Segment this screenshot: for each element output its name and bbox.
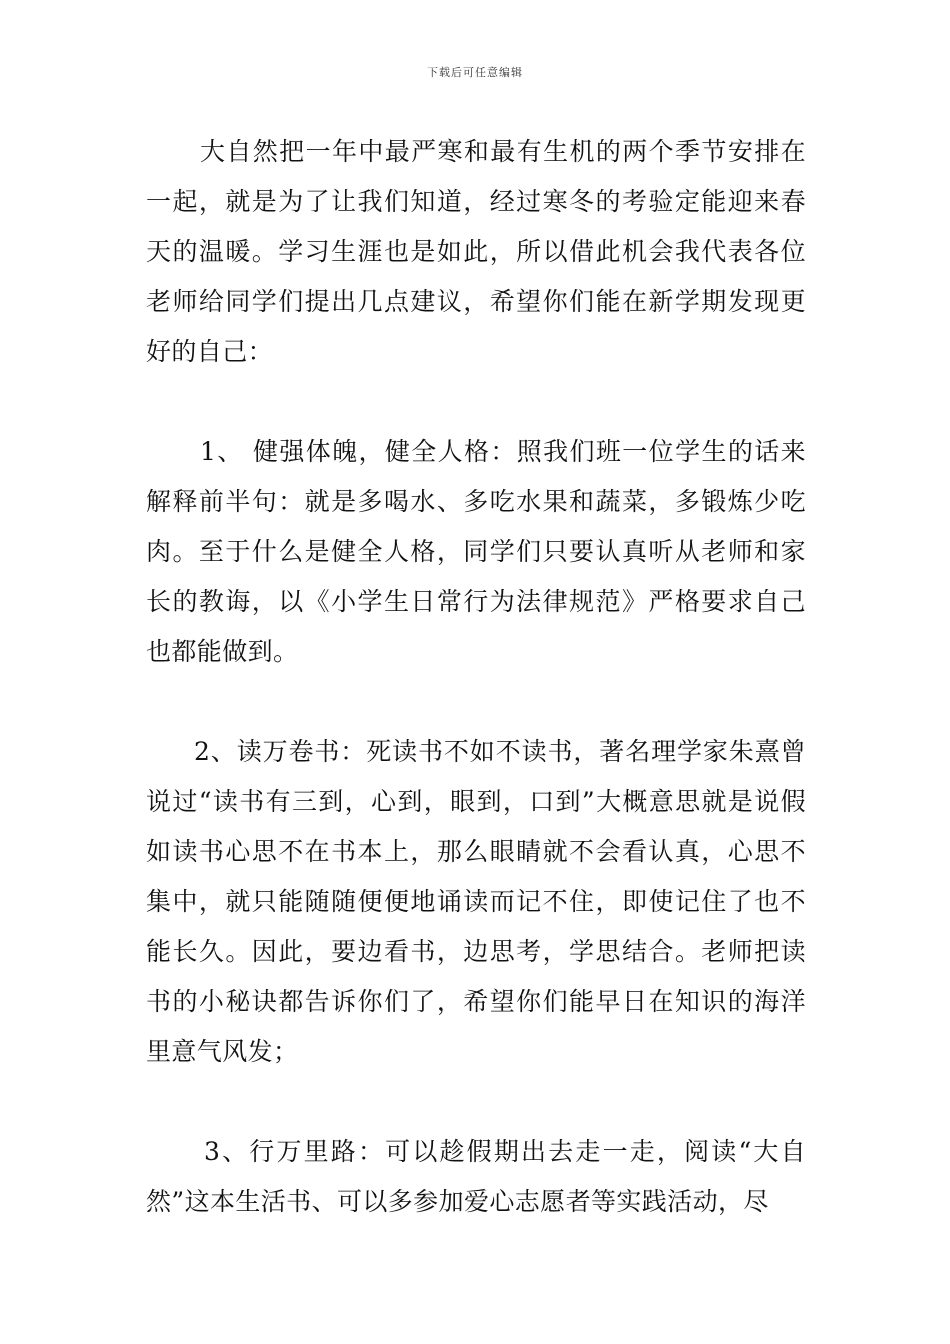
paragraph-spacer bbox=[146, 1077, 806, 1127]
document-body bbox=[146, 127, 806, 1227]
paragraph-point-2: 2、读万卷书：死读书不如不读书，著名理学家朱熹曾说过“读书有三到，心到，眼到，口到”大概意思就是说假如读书心思不在书本上，那么眼睛就不会看认真，心思不集中，就只能随随便便地诵读而记不住，即使记住了也不能长久。因此，要边看书，边思考，学思结合。老师把读书的小秘诀都告诉你们了，希望你们能早日在知识的海洋里意气风发； bbox=[146, 737, 806, 1066]
paragraph-point-1: 1、 健强体魄，健全人格：照我们班一位学生的话来解释前半句：就是多喝水、多吃水果和蔬菜，多锻炼少吃肉。至于什么是健全人格，同学们只要认真听从老师和家长的教诲，以《小学生日常行为法律规范》严格要求自己也都能做到。 bbox=[146, 437, 806, 666]
paragraph-spacer bbox=[146, 677, 806, 727]
paragraph-spacer bbox=[146, 377, 806, 427]
page-header: 下载后可任意编辑 bbox=[427, 66, 523, 79]
paragraph-intro: 大自然把一年中最严寒和最有生机的两个季节安排在一起，就是为了让我们知道，经过寒冬的考验定能迎来春天的温暖。学习生涯也是如此，所以借此机会我代表各位老师给同学们提出几点建议，希望你们能在新学期发现更好的自己： bbox=[146, 137, 806, 366]
paragraph-point-3: 3、行万里路：可以趁假期出去走一走，阅读“大自然”这本生活书、可以多参加爱心志愿者等实践活动，尽 bbox=[146, 1137, 806, 1216]
